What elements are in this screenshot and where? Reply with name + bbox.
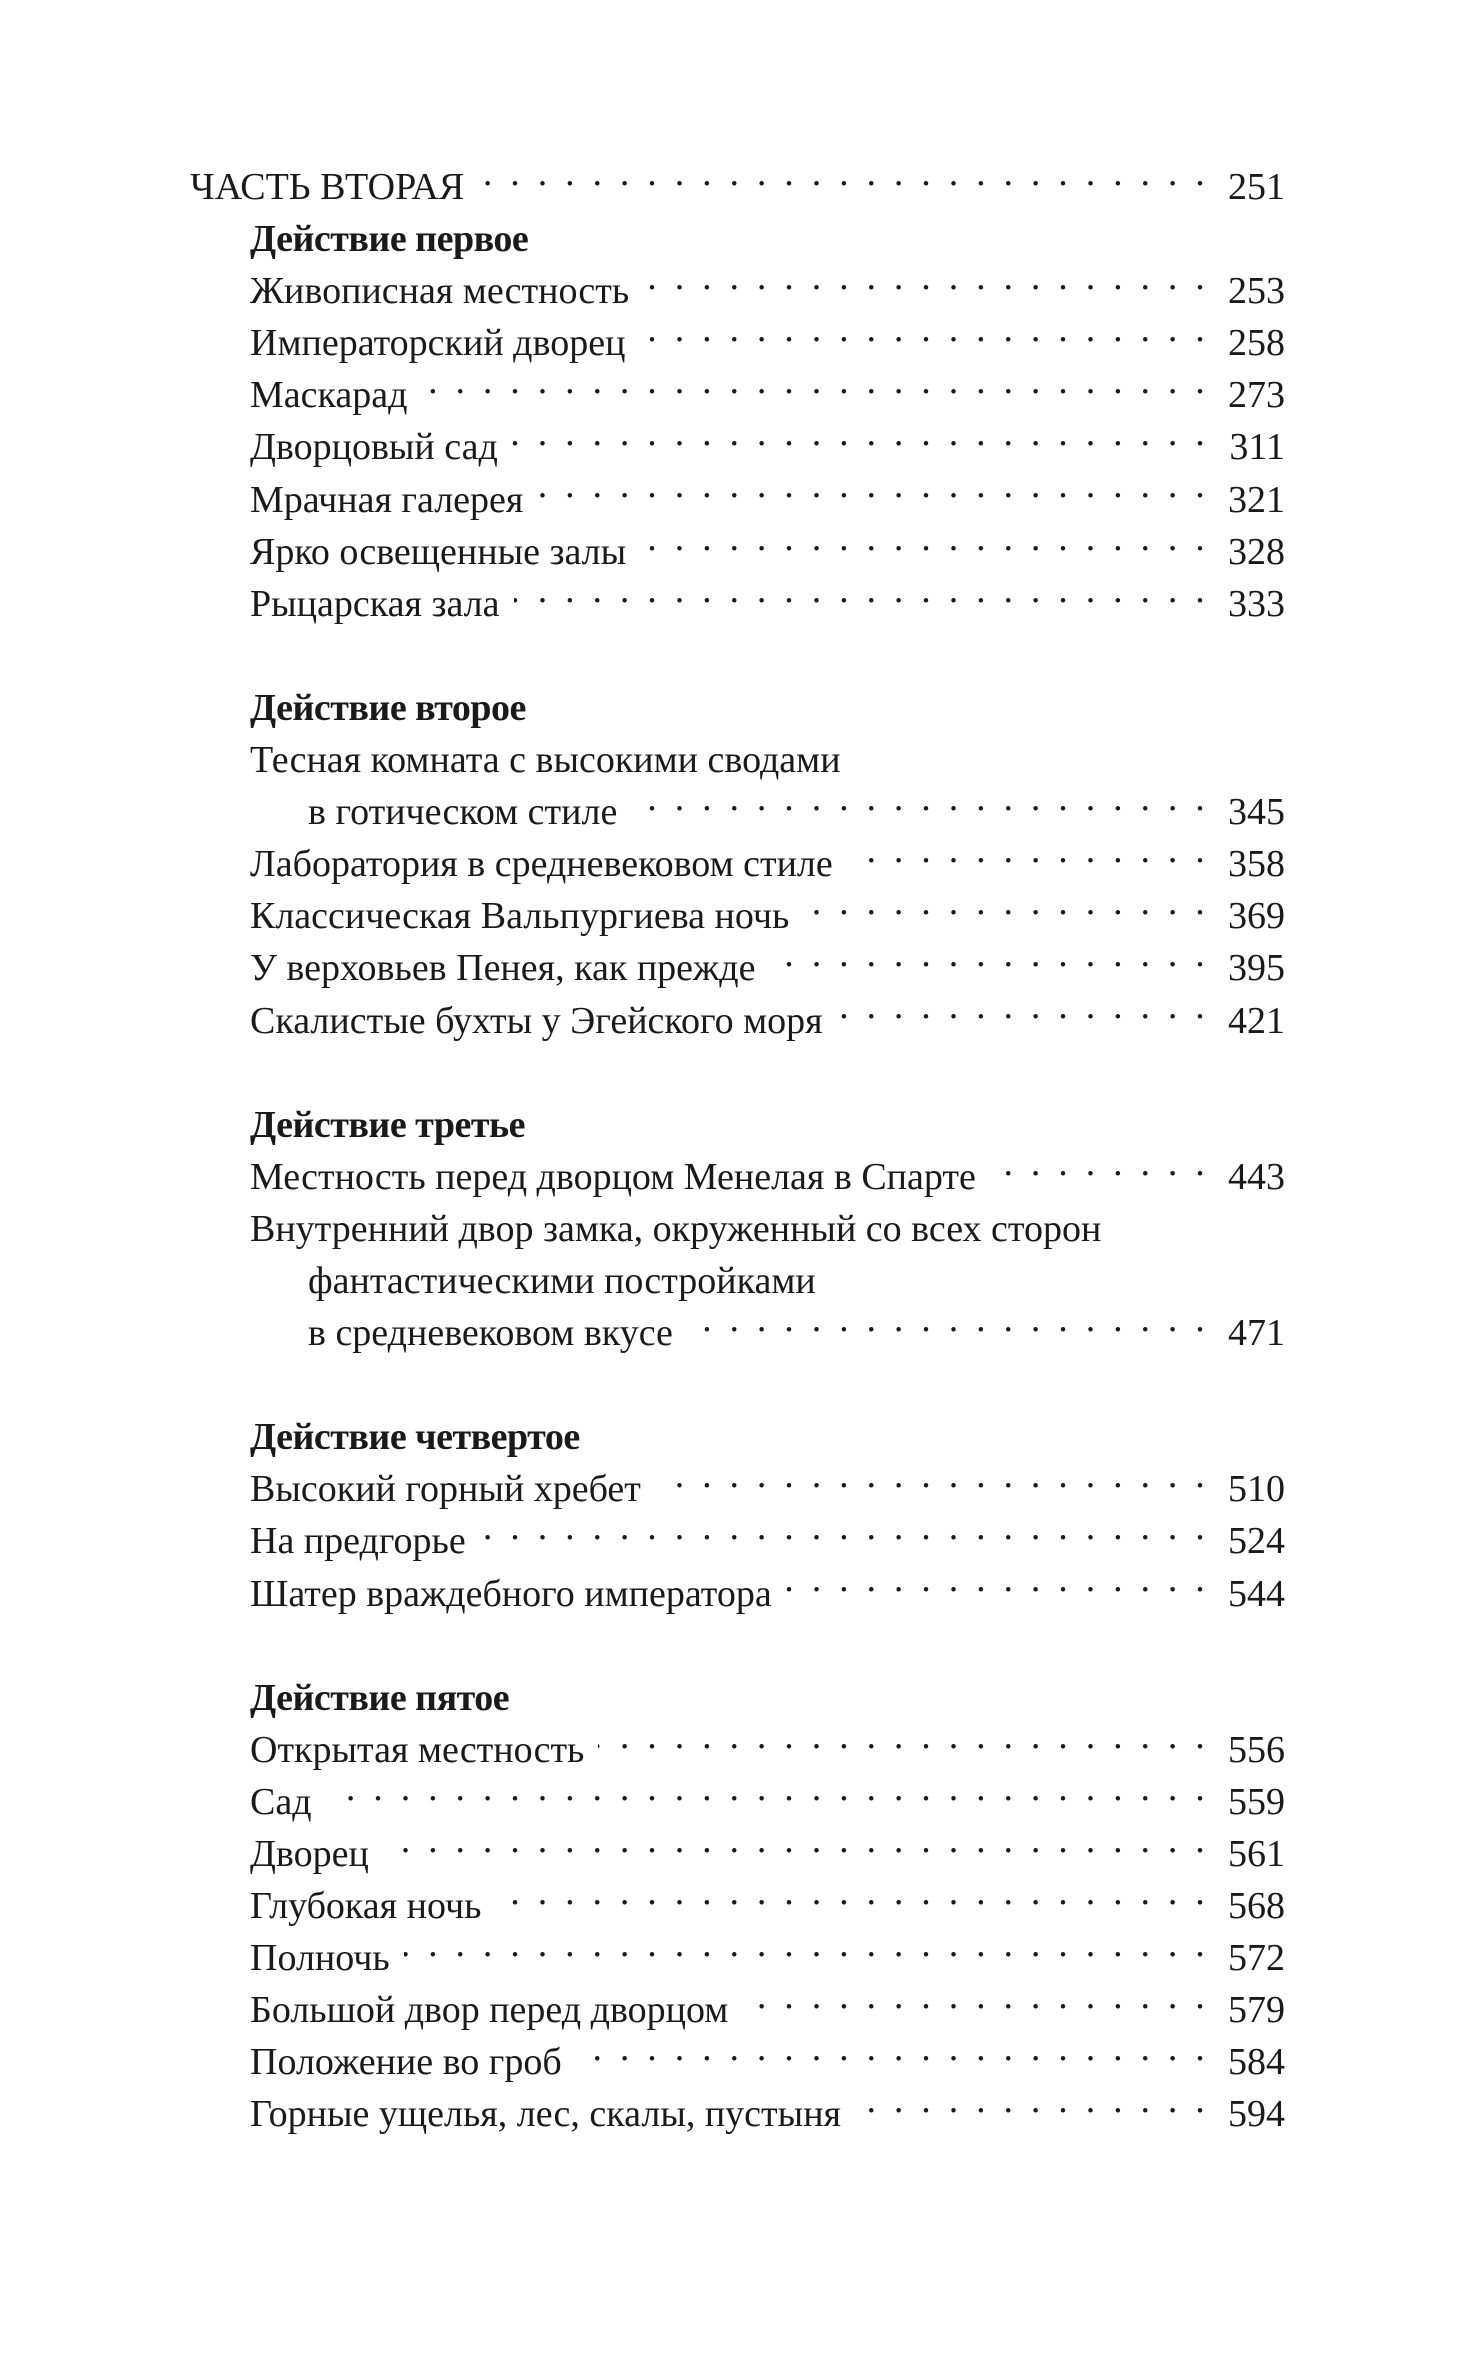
section-gap [190, 1359, 1285, 1411]
page-number: 395 [1228, 947, 1285, 990]
entry-title: Скалистые бухты у Эгейского моря [250, 999, 823, 1042]
dot-leader [512, 421, 1209, 459]
toc-entry-continuation[interactable] [190, 1307, 1285, 1359]
dot-leader [640, 526, 1209, 564]
page-number: 510 [1228, 1468, 1285, 1511]
toc-entry[interactable] [190, 995, 1285, 1047]
dot-leader [855, 2088, 1209, 2126]
page-number: 251 [1228, 166, 1285, 208]
page-number: 561 [1228, 1833, 1285, 1875]
entry-title: Императорский дворец [250, 322, 626, 365]
page-number: 258 [1228, 322, 1285, 365]
entry-title: Большой двор перед дворцом [250, 1989, 729, 2032]
entry-title: в средневековом вкусе [308, 1312, 673, 1355]
act-heading: Действие второе [250, 686, 526, 729]
page-number: 559 [1228, 1780, 1285, 1823]
entry-title: У верховьев Пенея, как прежде [250, 947, 756, 990]
entry-title: в готическом стиле [308, 791, 618, 834]
toc-entry[interactable] [190, 578, 1285, 630]
toc-entry-continuation[interactable] [190, 786, 1285, 838]
toc-entry[interactable] [190, 838, 1285, 890]
entry-title: Рыцарская зала [250, 582, 500, 625]
toc-entry[interactable] [190, 317, 1285, 369]
act-heading: Действие пятое [250, 1676, 510, 1719]
page-number: 544 [1228, 1572, 1285, 1615]
page-number: 584 [1228, 2041, 1285, 2084]
acts-list [190, 213, 1285, 2140]
toc-entry[interactable] [190, 1828, 1285, 1880]
act-heading: Действие четвертое [250, 1416, 580, 1459]
toc-entry[interactable] [190, 369, 1285, 421]
toc-entry[interactable] [190, 1463, 1285, 1515]
dot-leader [404, 1932, 1209, 1970]
dot-leader [631, 786, 1209, 824]
page-number: 369 [1228, 895, 1285, 938]
entry-title: На предгорье [250, 1520, 466, 1563]
act-heading: Действие первое [250, 218, 529, 261]
toc-entry[interactable] [190, 2036, 1285, 2088]
entry-title: Внутренний двор замка, окруженный со всех сторон [250, 1207, 1102, 1250]
toc-entry[interactable] [190, 734, 1285, 786]
toc-entry[interactable] [190, 2088, 1285, 2140]
entry-title: Положение во гроб [250, 2041, 562, 2084]
page-number: 471 [1228, 1312, 1285, 1355]
toc-entry[interactable] [190, 1724, 1285, 1776]
entry-title: Шатер враждебного императора [250, 1572, 772, 1615]
entry-title: Высокий горный хребет [250, 1468, 641, 1511]
toc-entry[interactable] [190, 1515, 1285, 1567]
entry-title: Мрачная галерея [250, 478, 524, 521]
page-number: 594 [1228, 2093, 1285, 2136]
dot-leader [478, 161, 1209, 199]
entry-title: Горные ущелья, лес, скалы, пустыня [250, 2093, 842, 2136]
page-number: 524 [1228, 1520, 1285, 1563]
section-gap [190, 1620, 1285, 1672]
page-number: 579 [1228, 1989, 1285, 2032]
entry-title: Живописная местность [250, 270, 630, 313]
dot-leader [326, 1776, 1209, 1814]
dot-leader [383, 1828, 1209, 1866]
entry-title: Полночь [250, 1937, 390, 1980]
page-number: 321 [1228, 478, 1285, 521]
part-title: ЧАСТЬ ВТОРАЯ [190, 166, 465, 208]
dot-leader [537, 474, 1209, 512]
dot-leader [687, 1307, 1209, 1345]
dot-leader [990, 1151, 1209, 1189]
toc-part-entry[interactable] [190, 161, 1285, 213]
section-gap [190, 1047, 1285, 1099]
page-number: 328 [1228, 530, 1285, 573]
page-number: 333 [1228, 582, 1285, 625]
toc-entry[interactable] [190, 1932, 1285, 1984]
toc-entry[interactable] [190, 1151, 1285, 1203]
toc-entry[interactable] [190, 890, 1285, 942]
entry-title: Глубокая ночь [250, 1885, 482, 1928]
toc-entry[interactable] [190, 1984, 1285, 2036]
page-number: 443 [1228, 1155, 1285, 1198]
page-number: 568 [1228, 1885, 1285, 1928]
dot-leader [742, 1984, 1209, 2022]
entry-title: фантастическими постройками [308, 1259, 816, 1302]
page-number: 572 [1228, 1937, 1285, 1980]
entry-title: Дворец [250, 1833, 369, 1875]
dot-leader [655, 1463, 1209, 1501]
act-heading: Действие третье [250, 1103, 525, 1146]
dot-leader [495, 1880, 1209, 1918]
toc-entry[interactable] [190, 265, 1285, 317]
dot-leader [786, 1568, 1209, 1606]
page-number: 253 [1228, 270, 1285, 313]
entry-title: Открытая местность [250, 1728, 585, 1771]
dot-leader [480, 1515, 1209, 1553]
dot-leader [643, 265, 1209, 303]
entry-title: Лаборатория в средневековом стиле [250, 843, 833, 886]
entry-title: Дворцовый сад [250, 426, 498, 469]
dot-leader [847, 838, 1209, 876]
dot-leader [837, 995, 1209, 1033]
entry-title: Местность перед дворцом Менелая в Спарте [250, 1155, 976, 1198]
toc-entry[interactable] [190, 1568, 1285, 1620]
page-number: 273 [1228, 374, 1285, 417]
page-number: 345 [1228, 791, 1285, 834]
section-gap [190, 630, 1285, 682]
entry-title: Тесная комната с высокими сводами [250, 739, 841, 782]
dot-leader [576, 2036, 1209, 2074]
entry-title: Сад [250, 1780, 312, 1823]
dot-leader [598, 1724, 1209, 1762]
toc-entry[interactable] [190, 421, 1285, 473]
toc-entry[interactable] [190, 526, 1285, 578]
page-number: 421 [1228, 999, 1285, 1042]
toc-entry-continuation[interactable] [190, 1255, 1285, 1307]
page-number: 358 [1228, 843, 1285, 886]
toc-entry[interactable] [190, 1203, 1285, 1255]
entry-title: Классическая Вальпургиева ночь [250, 895, 790, 938]
toc-entry[interactable] [190, 1880, 1285, 1932]
dot-leader [770, 942, 1210, 980]
toc-entry[interactable] [190, 942, 1285, 994]
toc-entry[interactable] [190, 474, 1285, 526]
dot-leader [639, 317, 1209, 355]
dot-leader [421, 369, 1209, 407]
entry-title: Ярко освещенные залы [250, 530, 627, 573]
entry-title: Маскарад [250, 374, 408, 417]
page-number: 311 [1229, 426, 1285, 469]
table-of-contents [190, 161, 1285, 2141]
page-number: 556 [1228, 1728, 1285, 1771]
toc-entry[interactable] [190, 1776, 1285, 1828]
dot-leader [514, 578, 1209, 616]
dot-leader [803, 890, 1209, 928]
